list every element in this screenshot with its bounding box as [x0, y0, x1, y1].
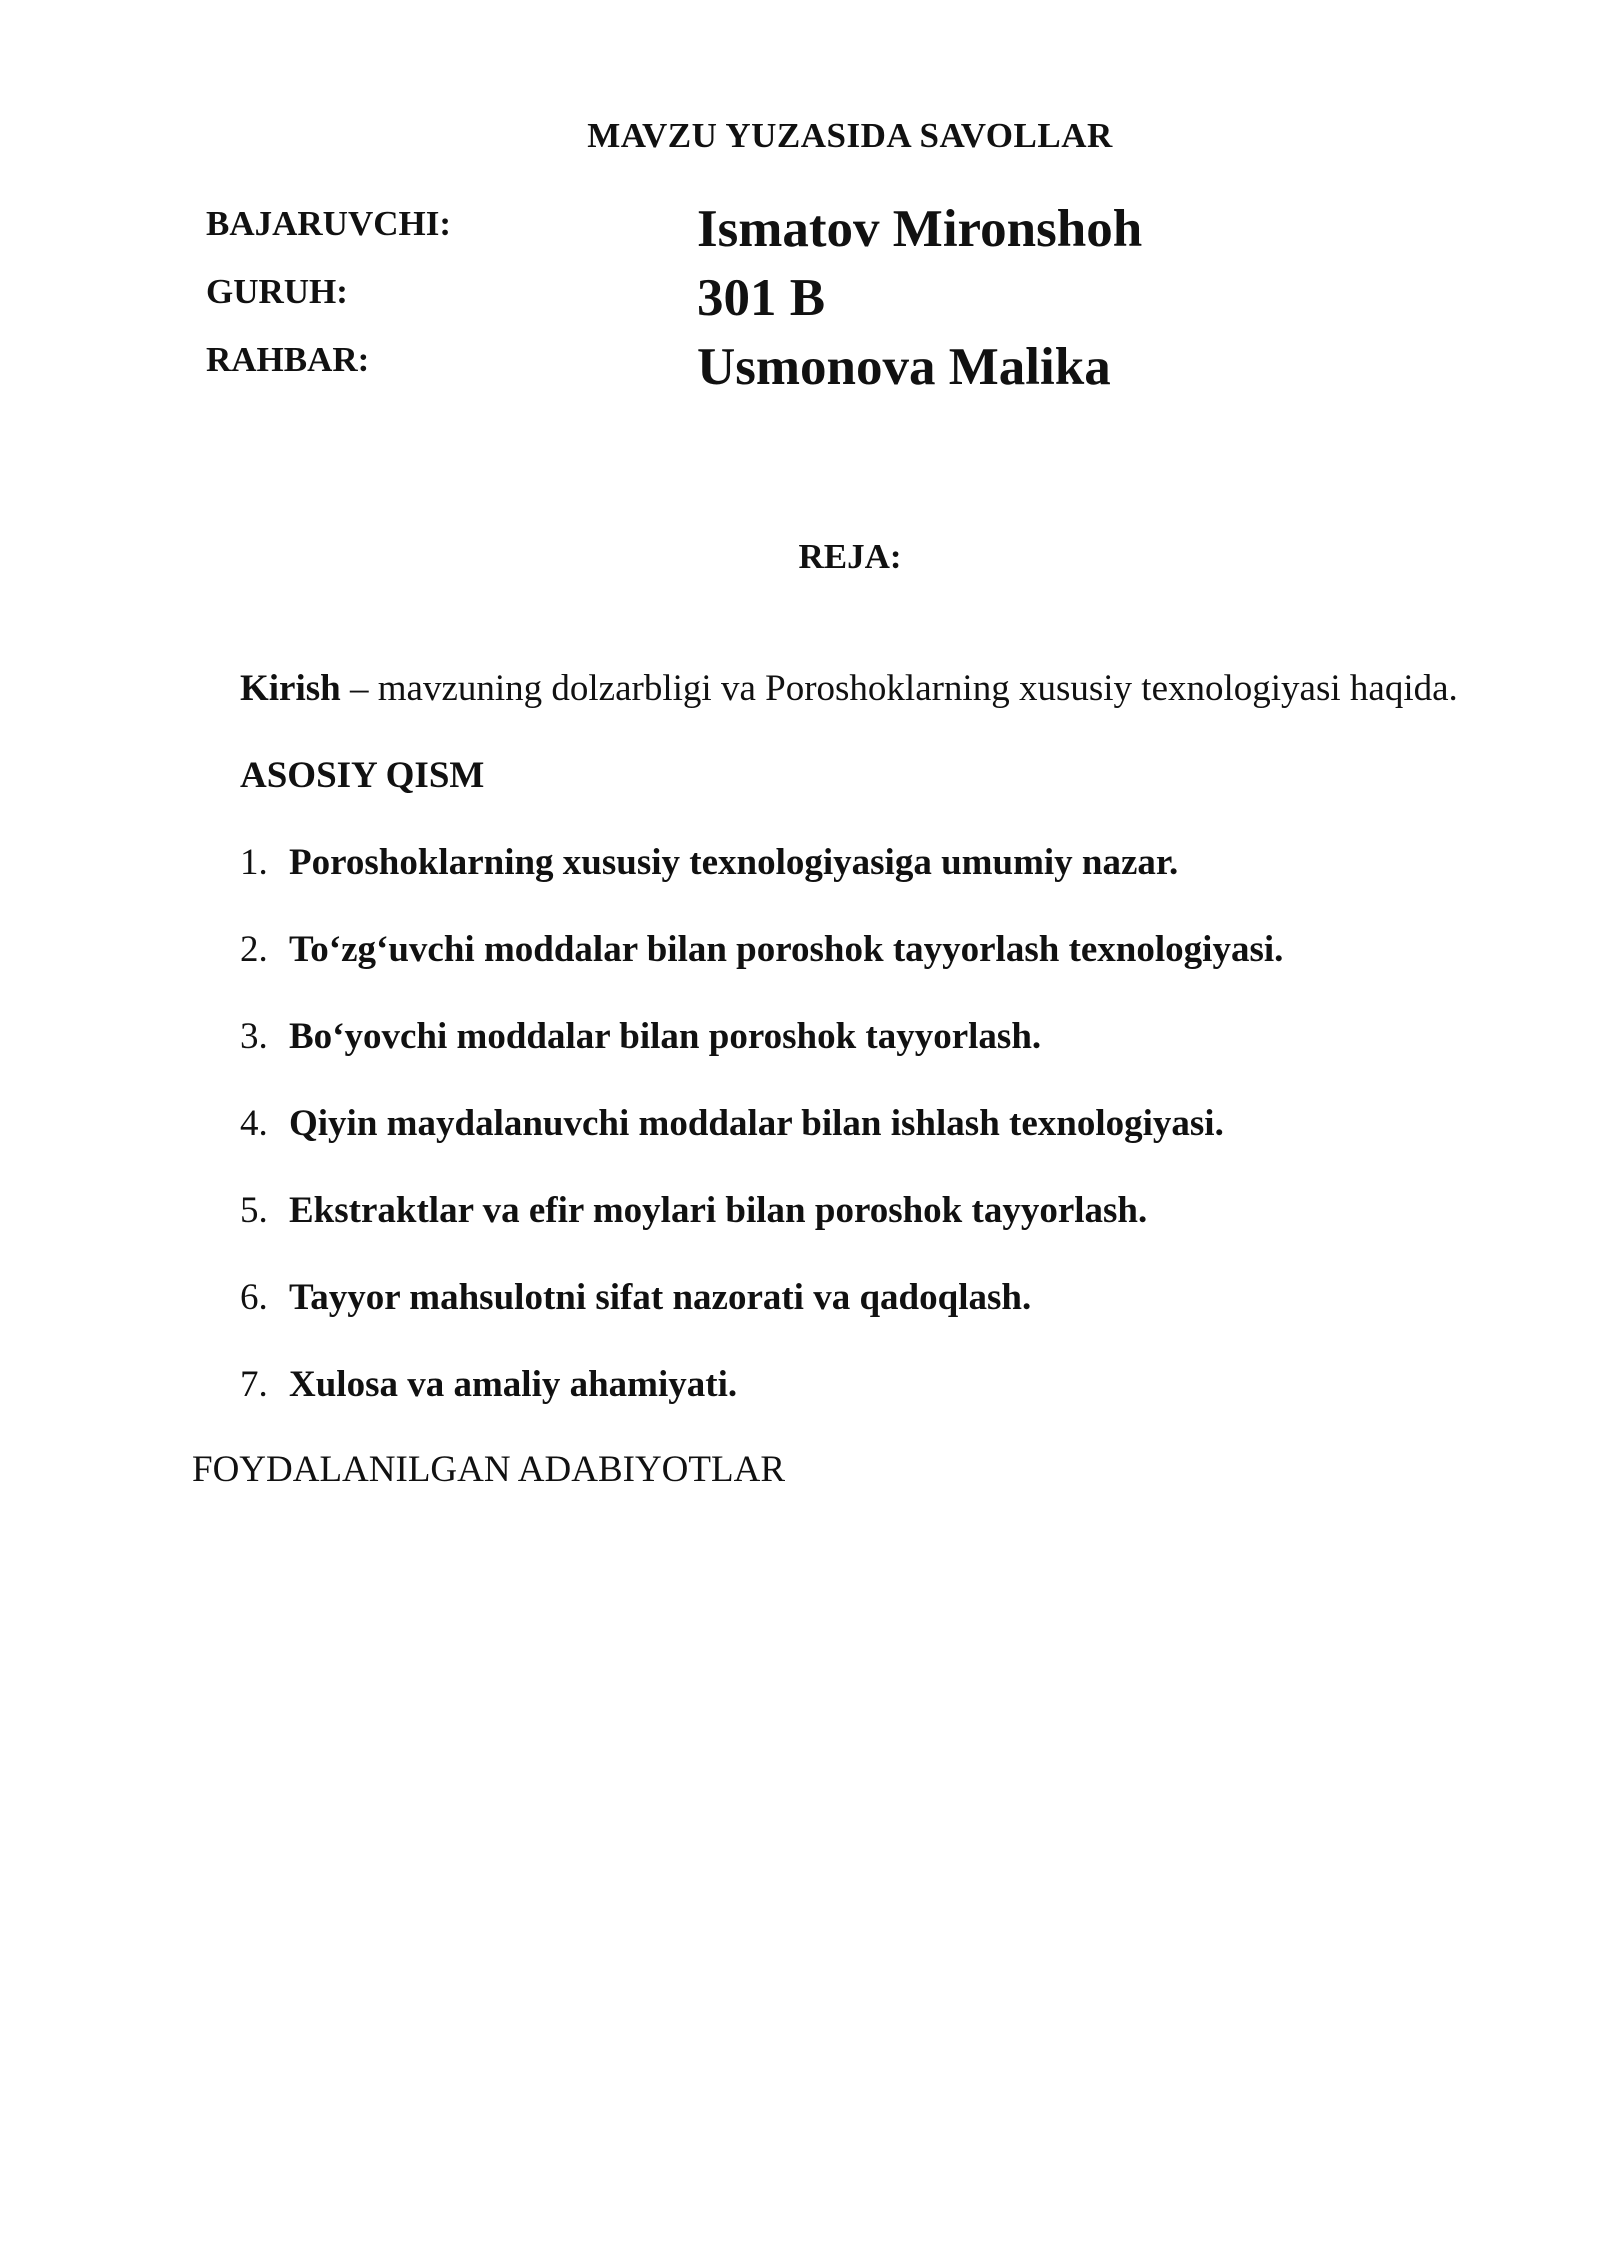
plan-item-text: Xulosa va amaliy ahamiyati. [289, 1364, 738, 1405]
plan-item [240, 1363, 1283, 1450]
group-label: GURUH: [206, 272, 348, 311]
plan-item-number: 3. [240, 1016, 268, 1057]
plan-item-text: Ekstraktlar va efir moylari bilan poroshok tayyorlash. [289, 1190, 1148, 1231]
plan-item-number: 7. [240, 1364, 268, 1405]
plan-item-text: Poroshoklarning xususiy texnologiyasiga umumiy nazar. [289, 842, 1179, 883]
introduction-bold-label: Kirish [240, 668, 341, 709]
main-part-heading: ASOSIY QISM [240, 755, 485, 796]
supervisor-name: Usmonova Malika [697, 338, 1111, 396]
plan-item [240, 1102, 1283, 1189]
plan-item [240, 1015, 1283, 1102]
plan-item-number: 6. [240, 1277, 268, 1318]
plan-item-number: 5. [240, 1190, 268, 1231]
plan-item [240, 841, 1283, 928]
plan-item-text: Tayyor mahsulotni sifat nazorati va qadoqlash. [289, 1277, 1032, 1318]
plan-item [240, 928, 1283, 1015]
plan-item-number: 4. [240, 1103, 268, 1144]
plan-item [240, 1276, 1283, 1363]
group-value: 301 B [697, 269, 826, 327]
introduction-text: – mavzuning dolzarbligi va Poroshoklarning xususiy texnologiyasi haqida. [340, 668, 1458, 709]
plan-title: REJA: [798, 537, 902, 576]
plan-item-number: 2. [240, 929, 268, 970]
performer-name: Ismatov Mironshoh [697, 200, 1143, 258]
plan-item [240, 1189, 1283, 1276]
introduction-line [240, 667, 1458, 710]
supervisor-label: RAHBAR: [206, 340, 370, 379]
performer-label: BAJARUVCHI: [206, 204, 451, 243]
plan-item-text: Qiyin maydalanuvchi moddalar bilan ishlash texnologiyasi. [289, 1103, 1224, 1144]
plan-item-text: Bo‘yovchi moddalar bilan poroshok tayyorlash. [289, 1016, 1042, 1057]
plan-item-text: To‘zg‘uvchi moddalar bilan poroshok tayyorlash texnologiyasi. [289, 929, 1284, 970]
references-heading: FOYDALANILGAN ADABIYOTLAR [192, 1449, 785, 1490]
document-title: MAVZU YUZASIDA SAVOLLAR [587, 116, 1113, 155]
plan-list [240, 841, 1283, 1450]
plan-item-number: 1. [240, 842, 268, 883]
